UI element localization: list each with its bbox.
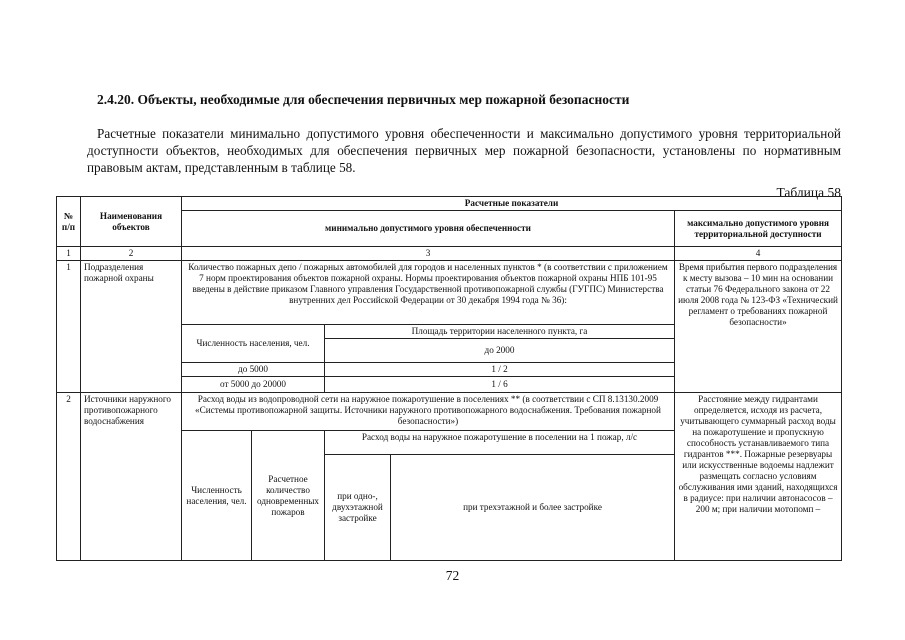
column-number-row [57, 247, 842, 261]
intro-text: Расчетные показатели минимально допустимого уровня обеспеченности и максимально допустимого уровня территориальной доступности объектов, необходимых для обеспечения первичных мер пожарной безопасности, установлены по нормативным правовым актам, представленным в таблице 58. [87, 126, 841, 175]
row2-name: Источники наружного противопожарного водоснабжения [81, 393, 182, 561]
row2-flow-header: Расход воды на наружное пожаротушение в поселении на 1 пожар, л/с [325, 431, 675, 455]
col-number-3: 3 [182, 247, 675, 261]
row2-pop-label: Численность населения, чел. [182, 431, 252, 561]
row1-pop-label: Численность населения, чел. [182, 325, 325, 363]
row1-pop-1: до 5000 [182, 363, 325, 377]
intro-paragraph [87, 125, 841, 176]
row1-access: Время прибытия первого подразделения к месту вызова – 10 мин на основании статьи 76 Федерального закона от 22 июля 2008 года № 123-ФЗ «Технический регламент о требованиях пожарной безопасности» [675, 261, 842, 393]
standards-table [56, 196, 842, 561]
row2-text: Расход воды из водопроводной сети на наружное пожаротушение в поселениях ** (в соответствии с СП 8.13130.2009 «Системы противопожарной защиты. Источники наружного противопожарного водоснабжения. Требования пожарной безопасности») [182, 393, 675, 431]
row2-high-label: при трехэтажной и более застройке [391, 455, 675, 561]
row2-num: 2 [57, 393, 81, 561]
header-min-level: минимально допустимого уровня обеспеченности [182, 211, 675, 247]
table-row [57, 261, 842, 325]
row1-area-value: до 2000 [325, 339, 675, 363]
row2-fires-label: Расчетное количество одновременных пожаров [252, 431, 325, 561]
col-number-4: 4 [675, 247, 842, 261]
section-heading: 2.4.20. Объекты, необходимые для обеспечения первичных мер пожарной безопасности [97, 92, 630, 107]
row1-area-label: Площадь территории населенного пункта, га [325, 325, 675, 339]
row1-value-1: 1 / 2 [325, 363, 675, 377]
row2-low-label: при одно-, двухэтажной застройке [325, 455, 391, 561]
header-max-level: максимально допустимого уровня территориальной доступности [675, 211, 842, 247]
table-row [57, 393, 842, 431]
row2-access: Расстояние между гидрантами определяется, исходя из расчета, учитывающего суммарный расход воды на пожаротушение и пропускную способность устанавливаемого типа гидрантов ***. Пожарные резервуары или искусственные водоемы надлежит размещать согласно условиям обслуживания ими зданий, находящихся в радиусе: при наличии автонасосов – 200 м; при наличии мотопомп – [675, 393, 842, 561]
row1-value-2: 1 / 6 [325, 377, 675, 393]
row1-text: Количество пожарных депо / пожарных автомобилей для городов и населенных пунктов * (в соответствии с приложением 7 норм проектирования объектов пожарной охраны. Нормы проектирования объектов пожарной охраны НПБ 101-95 введены в действие приказом Главного управления Государственной противопожарной службы (ГУГПС) Министерства внутренних дел Российской Федерации от 30 декабря 1994 года № 36): [182, 261, 675, 325]
table-caption: Таблица 58 [776, 185, 841, 200]
header-row-1 [57, 197, 842, 211]
header-name: Наименования объектов [81, 197, 182, 247]
header-calc: Расчетные показатели [182, 197, 842, 211]
header-num: № п/п [57, 197, 81, 247]
row1-num: 1 [57, 261, 81, 393]
col-number-1: 1 [57, 247, 81, 261]
page-number: 72 [445, 568, 460, 583]
row1-pop-2: от 5000 до 20000 [182, 377, 325, 393]
row1-name: Подразделения пожарной охраны [81, 261, 182, 393]
col-number-2: 2 [81, 247, 182, 261]
